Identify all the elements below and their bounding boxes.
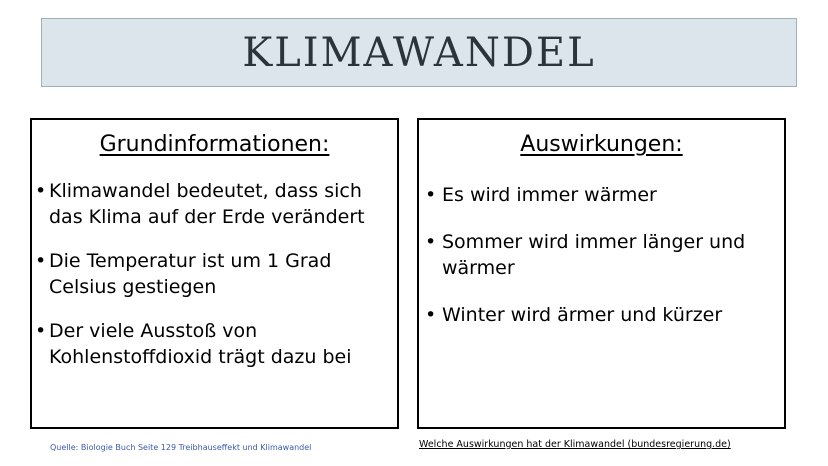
list-item-text: Der viele Ausstoß von Kohlenstoffdioxid trägt dazu bei (49, 320, 352, 368)
bullet-icon: • (425, 184, 437, 206)
list-item (32, 318, 397, 370)
grundinformationen-panel (30, 118, 399, 429)
list-item (32, 178, 397, 230)
panel-heading-left: Grundinformationen: (99, 132, 330, 157)
list-item-text: Die Temperatur ist um 1 Grad Celsius gestiegen (49, 250, 332, 298)
list-item-text: Es wird immer wärmer (442, 184, 657, 206)
left-bullet-list (32, 178, 397, 388)
panel-heading-right: Auswirkungen: (520, 132, 683, 157)
auswirkungen-panel (417, 118, 786, 429)
list-item (419, 302, 784, 328)
list-item (32, 248, 397, 300)
right-bullet-list (419, 182, 784, 349)
list-item-text: Sommer wird immer länger und wärmer (442, 231, 746, 279)
bullet-icon: • (35, 180, 47, 202)
list-item-text: Winter wird ärmer und kürzer (442, 304, 723, 326)
list-item (419, 182, 784, 208)
list-item-text: Klimawandel bedeutet, dass sich das Klima auf der Erde verändert (49, 180, 365, 228)
page-title: KLIMAWANDEL (242, 29, 596, 76)
list-item (419, 229, 784, 281)
source-link[interactable]: Welche Auswirkungen hat der Klimawandel (bundesregierung.de) (419, 439, 731, 450)
bullet-icon: • (35, 320, 47, 342)
bullet-icon: • (35, 250, 47, 272)
bullet-icon: • (425, 304, 437, 326)
bullet-icon: • (425, 231, 437, 253)
title-banner (41, 18, 797, 87)
source-citation: Quelle: Biologie Buch Seite 129 Treibhauseffekt und Klimawandel (50, 443, 312, 452)
